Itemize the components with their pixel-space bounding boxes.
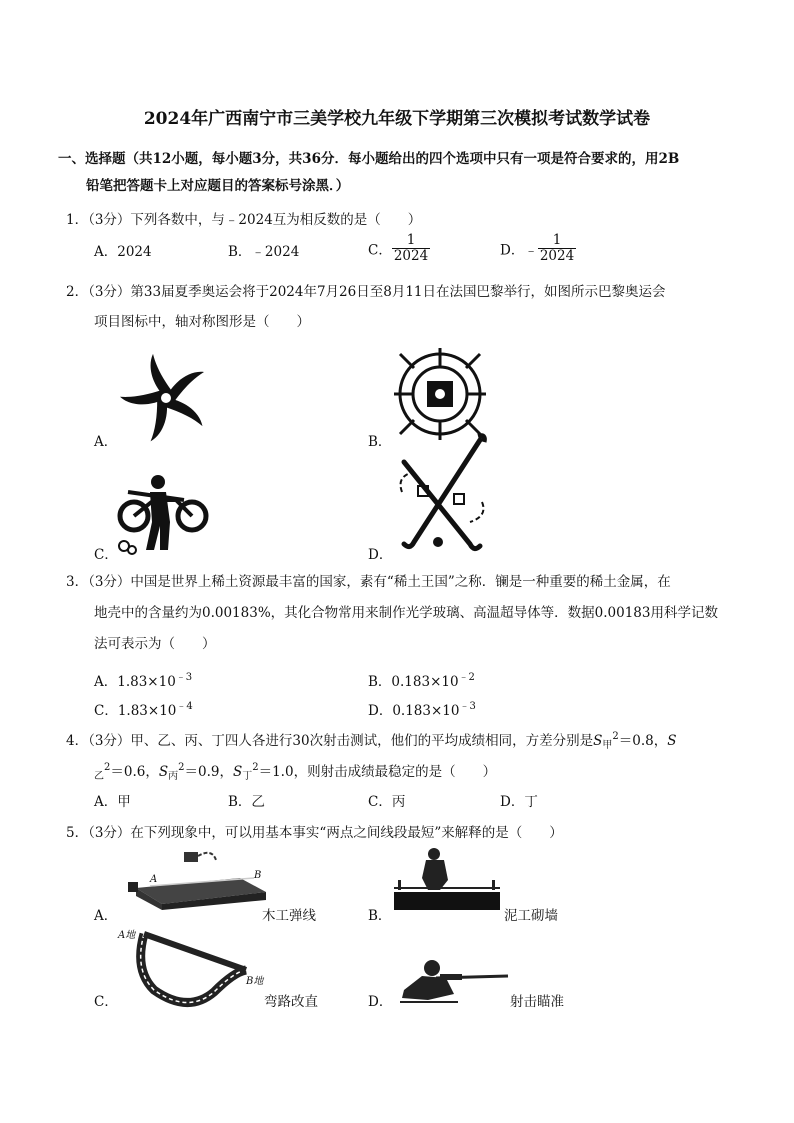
page-title: 2024年广西南宁市三美学校九年级下学期第三次模拟考试数学试卷 [143,109,651,129]
q5-location-a: A地 [118,930,136,941]
q3-stem-line1: 3．（3分）中国是世界上稀土资源最丰富的国家，素有“稀土王国”之称．镧是一种重要的稀土金属，在 [66,574,671,590]
q1-option-d-label: D．﹣ [500,242,538,259]
q4-option-d: D．丁 [500,794,538,810]
q2-option-b-label: B． [368,434,392,450]
q3-option-d [368,697,476,719]
q4-value-ding: ＝1.0，则射击成绩最稳定的是（ ） [258,764,497,780]
q4-option-a: A．甲 [94,794,131,810]
q3-option-b [368,668,475,690]
q1-option-d-fraction [538,233,576,264]
q3-option-d-text: D．0.183×10 [368,703,460,719]
q1-option-b: B．﹣2024 [228,244,300,260]
q4-stem-intro: 4．（3分）甲、乙、丙、丁四人各进行30次射击测试，他们的平均成绩相同，方差分别是 [66,733,594,749]
q4-s-bing: S [158,764,169,780]
q4-stem-line1 [66,729,676,751]
q4-value-yi: ＝0.6， [110,764,159,780]
q3-stem-line3: 法可表示为（ ） [94,636,216,652]
q2-option-d-label: D． [368,547,393,563]
q5-point-b: B [254,870,262,881]
q4-s-jia: S [593,733,603,749]
q1-option-d-denominator: 2024 [539,248,575,264]
q4-option-b: B．乙 [228,794,265,810]
q1-option-c [368,233,430,264]
q2-stem-line1: 2．（3分）第33届夏季奥运会将于2024年7月26日至8月11日在法国巴黎举行，如图所示巴黎奥运会 [66,284,666,300]
q3-option-a [94,668,192,690]
q4-option-c: C．丙 [368,794,406,810]
target-icon [392,346,488,442]
q3-option-a-text: A．1.83×10 [94,674,176,690]
q4-jia-subscript: 甲 [602,740,613,751]
section-heading-line1: 一、选择题（共12小题，每小题3分，共36分．每小题给出的四个选项中只有一项是符合要求的，用2B [58,151,680,167]
q3-option-c-exponent: ﹣4 [176,701,193,712]
q3-option-b-exponent: ﹣2 [458,672,475,683]
q4-ding-square: 2 [252,762,259,773]
q1-option-a: A．2024 [94,244,152,260]
q2-option-a-label: A． [94,434,118,450]
q3-option-b-text: B．0.183×10 [368,674,459,690]
q3-option-d-exponent: ﹣3 [459,701,476,712]
q1-option-c-fraction [392,233,430,264]
q1-option-c-label: C． [368,242,392,259]
q5-option-b-label: B． [368,908,392,924]
rifle-aiming-image [398,956,510,1006]
q4-bing-subscript: 丙 [168,771,179,782]
q5-stem: 5．（3分）在下列现象中，可以用基本事实“两点之间线段最短”来解释的是（ ） [66,825,563,841]
q2-stem-line2: 项目图标中，轴对称图形是（ ） [94,314,310,330]
curved-road-image [114,924,274,1008]
q1-option-d-numerator: 1 [538,233,576,249]
q4-s-ding: S [232,764,243,780]
q4-jia-square: 2 [612,731,619,742]
carpenter-chalk-line-image [120,848,270,910]
q4-bing-square: 2 [178,762,185,773]
q5-option-d-label: D． [368,994,393,1010]
q3-option-c [94,697,193,719]
q5-option-c-label: C． [94,994,118,1010]
q4-value-bing: ＝0.9， [184,764,233,780]
q5-option-c-caption: 弯路改直 [264,994,318,1010]
section-heading-line2: 铅笔把答题卡上对应题目的答案标号涂黑．） [86,178,350,194]
hockey-icon [394,432,490,556]
q5-location-b: B地 [246,976,264,987]
q4-stem-line2 [94,760,496,782]
q1-option-c-numerator: 1 [392,233,430,249]
q3-option-c-text: C．1.83×10 [94,703,177,719]
bricklayer-image [392,846,502,912]
q5-option-a-label: A． [94,908,118,924]
q2-option-c-label: C． [94,547,118,563]
cyclist-icon [114,470,214,558]
q1-option-d [500,233,576,264]
q1-option-c-denominator: 2024 [393,248,429,264]
pinwheel-icon [118,350,214,446]
q4-s-yi: S [667,733,677,749]
q1-stem: 1．（3分）下列各数中，与﹣2024互为相反数的是（ ） [66,212,422,228]
q4-value-jia: ＝0.8， [618,733,668,749]
q4-yi-subscript: 乙 [94,771,104,782]
q5-option-d-caption: 射击瞄准 [510,994,564,1010]
q5-option-b-caption: 泥工砌墙 [504,908,558,924]
q3-option-a-exponent: ﹣3 [175,672,193,683]
q5-option-a-caption: 木工弹线 [262,908,316,924]
q3-stem-line2: 地壳中的含量约为0.00183%，其化合物常用来制作光学玻璃、高温超导体等．数据0.00183用科学记数 [94,605,718,621]
q5-point-a: A [150,874,158,885]
q4-ding-subscript: 丁 [242,771,253,782]
q4-yi-square: 2 [104,762,111,773]
